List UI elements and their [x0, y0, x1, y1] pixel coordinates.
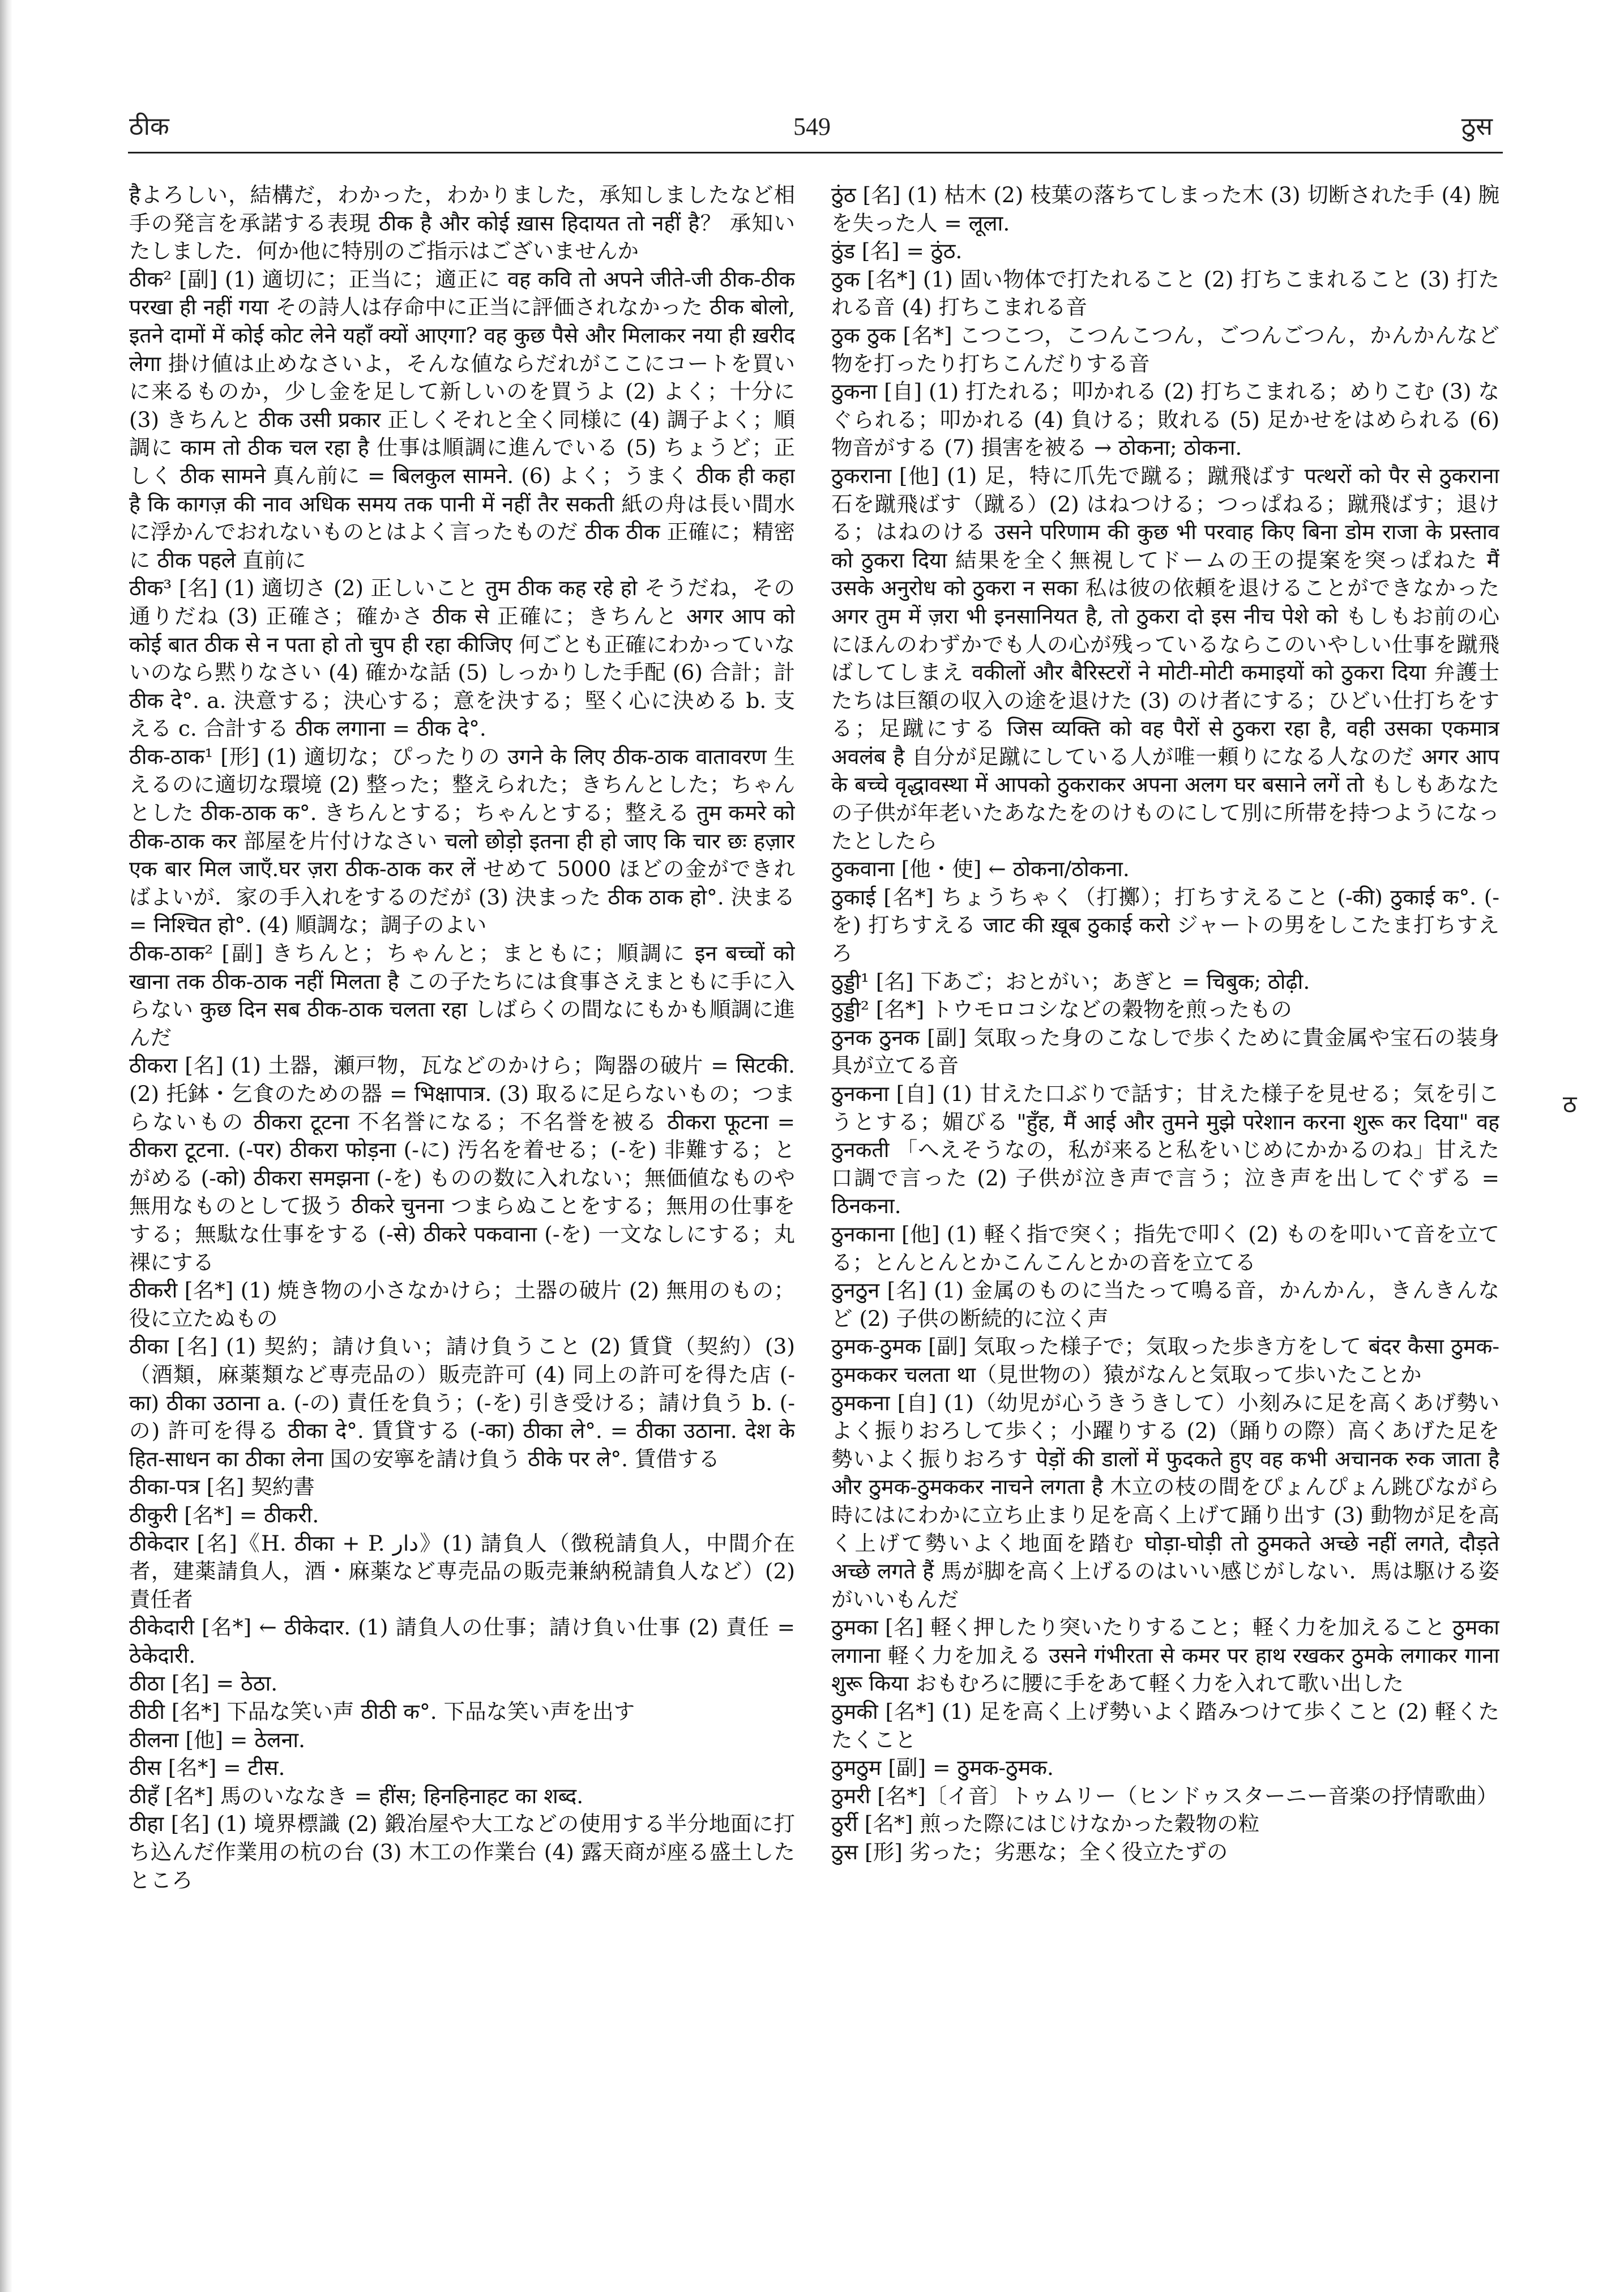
dictionary-entry: ठीक³ [名] (1) 適切さ (2) 正しいこと तुम ठीक कह रहे हो そうだね，その通りだね (3) 正確さ；確かさ ठीक से 正確に；きちんと अगर आप को कोई बात ठीक से न पता हो तो चुप ही रहा कीजिए 何ごとも正確にわかっていないのなら黙りなさい (4) 確かな話 (5) しっかりした手配 (6) 合計；計 ठीक दे°. a. 決意する；決心する；意を決する；堅く心に決める b. 支える c. 合計する ठीक लगाना = ठीक दे°.	[129, 575, 795, 741]
dictionary-entry: ठुनठुन [名] (1) 金属のものに当たって鳴る音，かんかん，きんきんなど (2) 子供の断続的に泣く声	[831, 1278, 1499, 1331]
dictionary-entry: ठुमरी [名*]〔イ音〕トゥムリー（ヒンドゥスターニー音楽の抒情歌曲）	[831, 1783, 1498, 1808]
dictionary-entry: ठुमकना [自] (1)（幼児が心うきうきして）小刻みに足を高くあげ勢いよく振りおろして歩く；小躍りする (2)（踊りの際）高くあげた足を勢いよく振りおろす पेड़ों की डालों में फुदकते हुए वह कभी अचानक रुक जाता है और ठुमक-ठुमककर नाचने लगता है 木立の枝の間をぴょんぴょん跳びながら時にはにわかに立ち止まり足を高く上げて踊り出す (3) 動物が足を高く上げて勢いよく地面を踏む घोड़ा-घोड़ी तो ठुमकते अच्छे नहीं लगते, दौड़ते अच्छे लगते हैं 馬が脚を高く上げるのはいい感じがしない．馬は駆ける姿がいいもんだ	[831, 1390, 1499, 1612]
page-number: 549	[793, 113, 831, 140]
left-column	[129, 181, 795, 2220]
dictionary-entry: ठीकेदार [名]《H. ठीका + P. دار》(1) 請負人（徴税請負人，中間介在者，建薬請負人，酒・麻薬など専売品の販売兼納税請負人など）(2) 責任者	[129, 1530, 795, 1612]
dictionary-entry: ठुकना [自] (1) 打たれる；叩かれる (2) 打ちこまれる；めりこむ (3) なぐられる；叩かれる (4) 負ける；敗れる (5) 足かせをはめられる (6) 物音がする (7) 損害を被る → ठोकना; ठोकना.	[831, 379, 1499, 460]
dictionary-entry: ठीठा [名] = ठेठा.	[129, 1671, 278, 1696]
dictionary-entry: ठुकवाना [他・使] ← ठोकना/ठोकना.	[831, 856, 1130, 882]
dictionary-entry: ठुनकाना [他] (1) 軽く指で突く；指先で叩く (2) ものを叩いて音を立てる；とんとんとかこんこんとかの音を立てる	[831, 1221, 1499, 1275]
side-index-letter: ठ	[1563, 1090, 1577, 1118]
dictionary-entry: ठुमका [名] 軽く押したり突いたりすること；軽く力を加えること ठुमका लगाना 軽く力を加える उसने गंभीरता से कमर पर हाथ रखकर ठुमके लगाकर गाना शुरू किया おもむろに腰に手をあて軽く力を入れて歌い出した	[831, 1615, 1499, 1696]
dictionary-entry: ठीकेदारी [名*] ← ठीकेदार. (1) 請負人の仕事；請け負い仕事 (2) 責任 = ठेकेदारी.	[129, 1615, 795, 1668]
dictionary-entry: ठुकाई [名*] ちょうちゃく（打擲）；打ちすえること (-की) ठुकाई क°. (-を) 打ちすえる जाट की ख़ूब ठुकाई करो ジャートの男をしこたま打ちすえろ	[831, 884, 1499, 966]
dictionary-entry: ठीकरा [名] (1) 土器，瀬戸物，瓦などのかけら；陶器の破片 = सिटकी. (2) 托鉢・乞食のための器 = भिक्षापात्र. (3) 取るに足らないもの；つまらないもの ठीकरा टूटना 不名誉になる；不名誉を被る ठीकरा फूटना = ठीकरा टूटना. (-पर) ठीकरा फोड़ना (-に) 汚名を着せる；(-を) 非難する；とがめる (-को) ठीकरा समझना (-を) ものの数に入れない；無価値なものや無用なものとして扱う ठीकरे चुनना つまらぬことをする；無用の仕事をする；無駄な仕事をする (-से) ठीकरे पकवाना (-を) 一文なしにする；丸裸にする	[129, 1053, 795, 1275]
dictionary-entry: ठुंड [名] = ठुंठ.	[831, 238, 963, 264]
dictionary-entry: हैよろしい，結構だ，わかった，わかりました，承知しましたなど相手の発言を承諾する表現 ठीक है और कोई ख़ास हिदायत तो नहीं है？ 承知いたしました．何か他に特別のご指示はございませんか	[129, 182, 795, 264]
dictionary-entry: ठीलना [他] = ठेलना.	[129, 1727, 306, 1752]
dictionary-entry: ठीकरी [名*] (1) 焼き物の小さなかけら；土器の破片 (2) 無用のもの；役に立たぬもの	[129, 1278, 795, 1331]
dictionary-entry: ठुनक ठुनक [副] 気取った身のこなしで歩くために貴金属や宝石の装身具が立てる音	[831, 1025, 1499, 1078]
dictionary-entry: ठुनकना [自] (1) 甘えた口ぶりで話す；甘えた様子を見せる；気を引こうとする；媚びる "हुँह, मैं आई और तुमने मुझे परेशान करना शुरू कर दिया" वह ठुनकती 「へえそうなの，私が来ると私をいじめにかかるのね」甘えた口調で言った (2) 子供が泣き声で言う；泣き声を出してぐずる = ठिनकना.	[831, 1081, 1499, 1219]
dictionary-entry: ठुड्डी² [名*] トウモロコシなどの穀物を煎ったもの	[831, 997, 1292, 1022]
dictionary-entry: ठीठी [名*] 下品な笑い声 ठीठी क°. 下品な笑い声を出す	[129, 1699, 635, 1725]
header-rule	[128, 152, 1503, 153]
dictionary-entry: ठीक² [副] (1) 適切に；正当に；適正に वह कवि तो अपने जीते-जी ठीक-ठीक परखा ही नहीं गया その詩人は存命中に正当に評価されなかった ठीक बोलो, इतने दामों में कोई कोट लेने यहाँ क्यों आएगा? वह कुछ पैसे और मिलाकर नया ही ख़रीद लेगा 掛け値は止めなさいよ，そんな値ならだれがここにコートを買いに来るものか，少し金を足して新しいのを買うよ (2) よく；十分に (3) きちんと ठीक उसी प्रकार 正しくそれと全く同様に (4) 調子よく；順調に काम तो ठीक चल रहा है 仕事は順調に進んでいる (5) ちょうど；正しく ठीक सामने 真ん前に = बिलकुल सामने. (6) よく；うまく ठीक ही कहा है कि कागज़ की नाव अधिक समय तक पानी में नहीं तैर सकती 紙の舟は長い間水に浮かんでおれないものとはよく言ったものだ ठीक ठीक 正確に；精密に ठीक पहले 直前に	[129, 266, 795, 573]
dictionary-entry: ठीक-ठाक² [副] きちんと；ちゃんと；まともに；順調に इन बच्चों को खाना तक ठीक-ठाक नहीं मिलता है この子たちには食事さえまともに手に入らない कुछ दिन सब ठीक-ठाक चलता रहा しばらくの間なにもかも順調に進んだ	[129, 941, 795, 1050]
dictionary-entry: ठुमठुम [副] = ठुमक-ठुमक.	[831, 1755, 1054, 1781]
dictionary-entry: ठीहँ [名*] 馬のいななき = हींस; हिनहिनाहट का शब्द.	[129, 1783, 584, 1808]
dictionary-entry: ठुकराना [他] (1) 足，特に爪先で蹴る；蹴飛ばす पत्थरों को पैर से ठुकराना 石を蹴飛ばす（蹴る）(2) はねつける；つっぱねる；蹴飛ばす；退ける；はねのける उसने परिणाम की कुछ भी परवाह किए बिना डोम राजा के प्रस्ताव को ठुकरा दिया 結果を全く無視してドームの王の提案を突っぱねた मैं उसके अनुरोध को ठुकरा न सका 私は彼の依頼を退けることができなかった अगर तुम में ज़रा भी इनसानियत है, तो ठुकरा दो इस नीच पेशे को もしもお前の心にほんのわずかでも人の心が残っているならこのいやしい仕事を蹴飛ばしてしまえ वकीलों और बैरिस्टरों ने मोटी-मोटी कमाइयों को ठुकरा दिया 弁護士たちは巨額の収入の途を退けた (3) のけ者にする；ひどい仕打ちをする；足蹴にする जिस व्यक्ति को वह पैरों से ठुकरा रहा है, वही उसका एकमात्र अवलंब है 自分が足蹴にしている人が唯一頼りになる人なのだ अगर आप के बच्चे वृद्धावस्था में आपको ठुकराकर अपना अलग घर बसाने लगें तो もしもあなたの子供が年老いたあなたをのけものにして別に所帯を持つようになったとしたら	[831, 463, 1499, 853]
dictionary-entry: ठीकुरी [名*] = ठीकरी.	[129, 1502, 319, 1527]
dictionary-entry: ठीस [名*] = टीस.	[129, 1755, 285, 1781]
page-binding-edge	[0, 0, 12, 2292]
dictionary-entry: ठीहा [名] (1) 境界標識 (2) 鍛冶屋や大工などの使用する半分地面に打ち込んだ作業用の杭の台 (3) 木工の作業台 (4) 露天商が座る盛土したところ	[129, 1811, 795, 1893]
dictionary-entry: ठुर्री [名*] 煎った際にはじけなかった穀物の粒	[831, 1811, 1260, 1837]
dictionary-entry: ठुक ठुक [名*] こつこつ，こつんこつん，ごつんごつん，かんかんなど物を打ったり打ちこんだりする音	[831, 322, 1499, 376]
dictionary-entry: ठुस [形] 劣った；劣悪な；全く役立たずの	[831, 1839, 1228, 1865]
dictionary-entry: ठीका [名] (1) 契約；請け負い；請け負うこと (2) 賃貸（契約）(3)（酒類，麻薬類など専売品の）販売許可 (4) 同上の許可を得た店 (-का) ठीका उठाना a. (-の) 責任を負う；(-を) 引き受ける；請け負う b. (-の) 許可を得る ठीका दे°. 賃貸する (-का) ठीका ले°. = ठीका उठाना. देश के हित-साधन का ठीका लेना 国の安寧を請け負う ठीके पर ले°. 賃借する	[129, 1334, 795, 1471]
header-left-guide-word: ठीक	[129, 112, 169, 141]
dictionary-entry: ठुक [名*] (1) 固い物体で打たれること (2) 打ちこまれること (3) 打たれる音 (4) 打ちこまれる音	[831, 266, 1499, 320]
dictionary-entry: ठुड्डी¹ [名] 下あご；おとがい；あぎと = चिबुक; ठोढ़ी.	[831, 968, 1310, 994]
dictionary-entry: ठुमक-ठुमक [副] 気取った様子で；気取った歩き方をして बंदर कैसा ठुमक-ठुमककर चलता था（見世物の）猿がなんと気取って歩いたことか	[831, 1334, 1499, 1387]
dictionary-entry: ठुंठ [名] (1) 枯木 (2) 枝葉の落ちてしまった木 (3) 切断された手 (4) 腕を失った人 = लूला.	[831, 182, 1499, 236]
dictionary-entry: ठुमकी [名*] (1) 足を高く上げ勢いよく踏みつけて歩くこと (2) 軽くたたくこと	[831, 1699, 1499, 1752]
right-column	[831, 181, 1499, 2220]
dictionary-entry: ठीका-पत्र [名] 契約書	[129, 1474, 315, 1500]
header-right-guide-word: ठुस	[1461, 112, 1493, 141]
dictionary-entry: ठीक-ठाक¹ [形] (1) 適切な；ぴったりの उगने के लिए ठीक-ठाक वातावरण 生えるのに適切な環境 (2) 整った；整えられた；きちんとした；ちゃんとした ठीक-ठाक क°. きちんとする；ちゃんとする；整える तुम कमरे को ठीक-ठाक कर 部屋を片付けなさい चलो छोड़ो इतना ही हो जाए कि चार छः हज़ार एक बार मिल जाएँ.घर ज़रा ठीक-ठाक कर लें せめて 5000 ほどの金ができればよいが．家の手入れをするのだが (3) 決まった ठीक ठाक हो°. 決まる = निश्चित हो°. (4) 順調な；調子のよい	[129, 744, 795, 938]
